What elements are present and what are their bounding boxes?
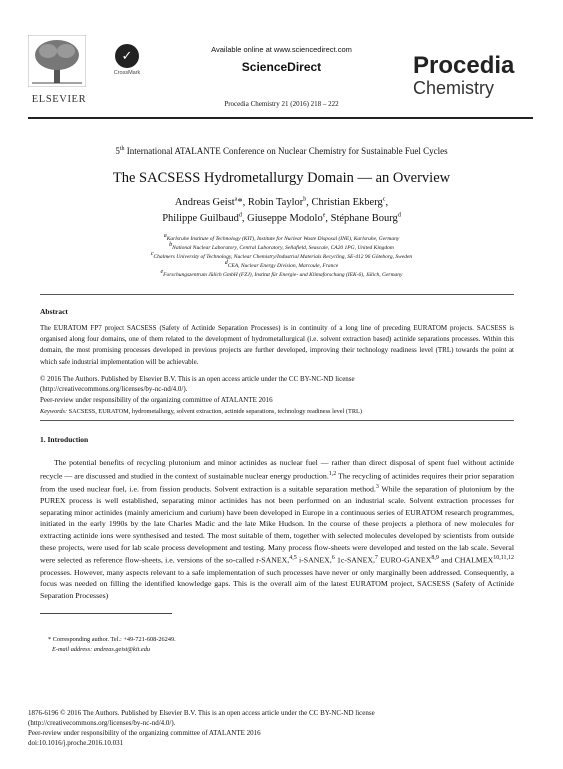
affiliation: $^e$Forschungszentrum Jülich GmbH (FZJ), Institut für Energie- und Klimaforschung (IEK-6), Jülich, Germany xyxy=(160,269,403,278)
author-list-line1 xyxy=(0,196,563,208)
available-online[interactable]: Available online at www.sciencedirect.com xyxy=(211,45,352,54)
author: Andreas Geist$^a$*, xyxy=(174,196,248,208)
paper-title: The SACSESS Hydrometallurgy Domain — an Overview xyxy=(112,170,451,186)
crossmark-icon[interactable]: ✓ xyxy=(115,44,139,68)
author: Philippe Guilbaud$^d$, xyxy=(162,212,248,224)
footer-peer-review: Peer-review under responsibility of the organizing committee of ATALANTE 2016 xyxy=(28,729,261,737)
affiliation: $^b$National Nuclear Laboratory, Central Laboratory, Sellafield, Seascale, CA20 1PG, United Kingdom xyxy=(169,242,394,251)
author: Stéphane Bourg$^d$ xyxy=(330,212,401,224)
peer-review-note: Peer-review under responsibility of the organizing committee of ATALANTE 2016 xyxy=(40,396,273,404)
journal-reference: Procedia Chemistry 21 (2016) 218 – 222 xyxy=(224,100,339,108)
conference-name: 5th International ATALANTE Conference on Nuclear Chemistry for Sustainable Fuel Cycles xyxy=(115,146,448,156)
elsevier-wordmark: ELSEVIER xyxy=(31,94,87,105)
section-heading-introduction: 1. Introduction xyxy=(40,435,89,444)
footer-license-link[interactable]: (http://creativecommons.org/licenses/by-nc-nd/4.0/). xyxy=(28,719,176,727)
footer-doi[interactable]: doi:10.1016/j.proche.2016.10.031 xyxy=(28,739,124,747)
keywords: Keywords: SACSESS, EURATOM, hydrometallurgy, solvent extraction, actinide separations, technology readiness level (TRL) xyxy=(40,408,362,415)
affiliation: $^c$Chalmers University of Technology, Nuclear Chemistry/Industrial Materials Recycling, SE-412 96 Göteborg, Sweden xyxy=(150,251,413,260)
footnote-rule xyxy=(40,613,172,614)
author: Robin Taylor$^b$, xyxy=(247,196,312,208)
abstract-text: The EURATOM FP7 project SACSESS (Safety of Actinide Separation Processes) is in continuity of a long line of preceding EURATOM projects. SACSESS is organised along four domains, one of them related to the development of hydrometallurgical (i.e. solvent extraction based) actinide separations processes. Within this domain, the most promising processes developed in previous projects are further developed, improving their technology readiness level (TRL) towards the point at which safe industrial implementation will be achievable. xyxy=(40,324,514,366)
abstract-top-rule xyxy=(40,294,514,295)
abstract-bottom-rule xyxy=(40,420,514,421)
introduction-body xyxy=(40,457,514,602)
affiliation: $^a$Karlsruhe Institute of Technology (KIT), Institute for Nuclear Waste Disposal (INE), Karlsruhe, Germany xyxy=(163,233,400,242)
footer-issn: 1876-6196 © 2016 The Authors. Published by Elsevier B.V. This is an open access article under the CC BY-NC-ND license xyxy=(28,709,375,717)
author: Giuseppe Modolo$^e$, xyxy=(247,212,331,224)
affiliation: $^d$CEA, Nuclear Energy Division, Marcoule, France xyxy=(224,260,339,269)
procedia-logo-line2: Chemistry xyxy=(413,78,495,98)
license-link[interactable]: (http://creativecommons.org/licenses/by-nc-nd/4.0/). xyxy=(40,385,188,393)
sciencedirect-brand[interactable]: ScienceDirect xyxy=(241,60,322,74)
procedia-chemistry-logo xyxy=(413,54,533,98)
author: Christian Ekberg$^c$, xyxy=(311,196,389,208)
procedia-logo-line1: Procedia xyxy=(413,52,515,79)
email-link[interactable]: andreas.geist@kit.edu xyxy=(92,646,151,653)
introduction-paragraph: The potential benefits of recycling plutonium and minor actinides as nuclear fuel — rather than direct disposal of spent fuel without actinide recycle — are discussed and studied in the context of sustainable nuclear energy production.$^{1,2}$ The recycling of actinides requires their prior separation from the used nuclear fuel, i.e. from fission products. Solvent extraction is a suitable separation method.$^3$ While the separation of plutonium by the PUREX process is well established, separating minor actinides has not been performed on an industrial scale. Solvent extraction processes for separating minor actinides (mainly americium and curium) have been developed in Europe in a continuous series of EURATOM research programmes, initiated in the early 1990s by the late Charles Madic and the late Mike Hudson. In the course of these projects a plethora of new molecules for extracting actinide ions were synthesised and tested. The most suitable of them, together with selected molecules developed by scientists from outside these projects, were used for lab scale process development and testing. Many process flow-sheets were developed and tested on the lab scale. Several were selected as reference flow-sheets, i.e. versions of the so-called r-SANEX,$^{4,5}$ i-SANEX,$^6$ 1c-SANEX,$^7$ EURO-GANEX$^{8,9}$ and CHALMEX$^{10,11,12}$ processes. However, many aspects relevant to a safe implementation of such processes have never or only marginally been addressed. Consequently, a focus was needed on filling the identified knowledge gaps. This is the overall aim of the latest EURATOM project, SACSESS (Safety of Actinide Separation Processes) xyxy=(40,458,515,600)
abstract-copyright: © 2016 The Authors. Published by Elsevier B.V. This is an open access article under the CC BY-NC-ND license xyxy=(40,375,355,383)
email-note: E-mail address: andreas.geist@kit.edu xyxy=(52,646,151,653)
header-rule xyxy=(28,117,533,119)
abstract-heading: Abstract xyxy=(40,307,68,316)
crossmark-label: CrossMark xyxy=(113,70,141,76)
author-list-line2 xyxy=(0,212,563,224)
corresponding-author-note: * Corresponding author. Tel.: +49-721-608-26249. xyxy=(48,636,176,643)
